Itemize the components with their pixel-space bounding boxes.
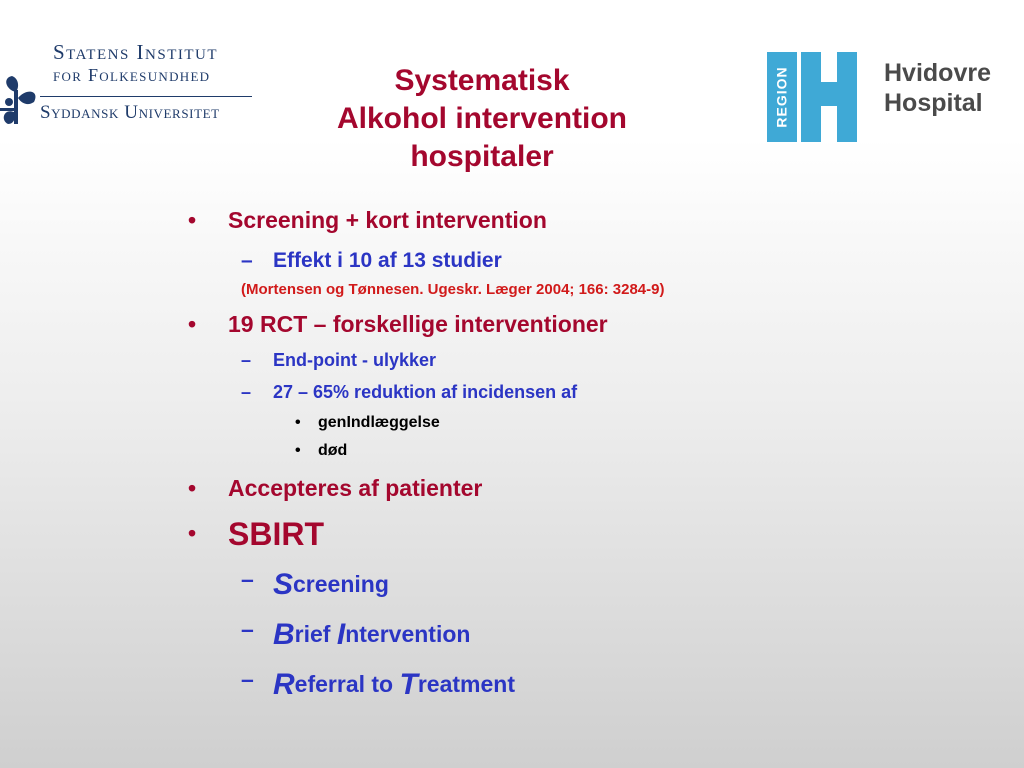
hospital-name-line1: Hvidovre (884, 59, 991, 87)
bullet-sbirt-label: SBIRT (228, 516, 324, 552)
subsub-genindlaeggelse-label: genIndlæggelse (318, 414, 440, 431)
initial-t: T (399, 668, 418, 701)
citation-text: (Mortensen og Tønnesen. Ugeskr. Læger 2004; 166: 3284-9) (241, 281, 665, 298)
initial-r: R (273, 668, 295, 701)
region-label: REGION (774, 66, 791, 128)
dash-marker: – (241, 566, 254, 592)
region-label-box (767, 52, 797, 142)
intervention-rest: ntervention (345, 621, 471, 647)
title-line1: Systematisk (394, 64, 570, 97)
initial-i: I (336, 618, 346, 651)
ssi-logo (0, 38, 260, 128)
screening-rest: creening (293, 571, 389, 597)
referral-rest: eferral to (294, 671, 400, 697)
ssi-name-line1: Statens Institut (53, 40, 219, 64)
ssi-divider (40, 96, 252, 97)
title-line3: hospitaler (410, 140, 554, 173)
treatment-rest: reatment (417, 671, 515, 697)
dash-marker: – (241, 666, 254, 692)
ssi-name-line2: for Folkesundhed (53, 65, 211, 85)
sub-reduktion-label: 27 – 65% reduktion af incidensen af (273, 382, 578, 402)
initial-b: B (273, 618, 295, 651)
sub-screening-label (273, 566, 389, 600)
bullet-accepteres-label: Accepteres af patienter (228, 475, 483, 501)
dash-marker: – (241, 382, 252, 402)
dash-marker: – (241, 350, 252, 370)
bullet-marker: • (188, 311, 197, 337)
sub-effekt-label: Effekt i 10 af 13 studier (273, 249, 502, 272)
bullet-marker: • (295, 414, 301, 431)
hospital-name-line2: Hospital (884, 89, 983, 117)
subsub-doed-label: død (318, 442, 348, 459)
sub-brief-intervention-label (273, 616, 470, 650)
bullet-marker: • (188, 475, 197, 501)
dash-marker: – (241, 616, 254, 642)
title-line2: Alkohol intervention (336, 102, 627, 135)
initial-s: S (273, 568, 294, 601)
bullet-rct-label: 19 RCT – forskellige interventioner (228, 311, 608, 337)
brief-rest: rief (294, 621, 337, 647)
bullet-marker: • (295, 442, 301, 459)
bullet-marker: • (188, 207, 197, 233)
sub-referral-treatment-label (273, 666, 515, 700)
hvidovre-hospital-logo (767, 52, 1007, 144)
university-tree-icon (0, 68, 40, 128)
bullet-marker: • (188, 520, 197, 546)
slide-title (282, 62, 682, 176)
bullet-screening-label: Screening + kort intervention (228, 207, 547, 233)
sdu-name: Syddansk Universitet (40, 102, 220, 123)
sub-endpoint-label: End-point - ulykker (273, 350, 437, 370)
hospital-name (884, 58, 991, 118)
dash-marker: – (241, 249, 253, 272)
